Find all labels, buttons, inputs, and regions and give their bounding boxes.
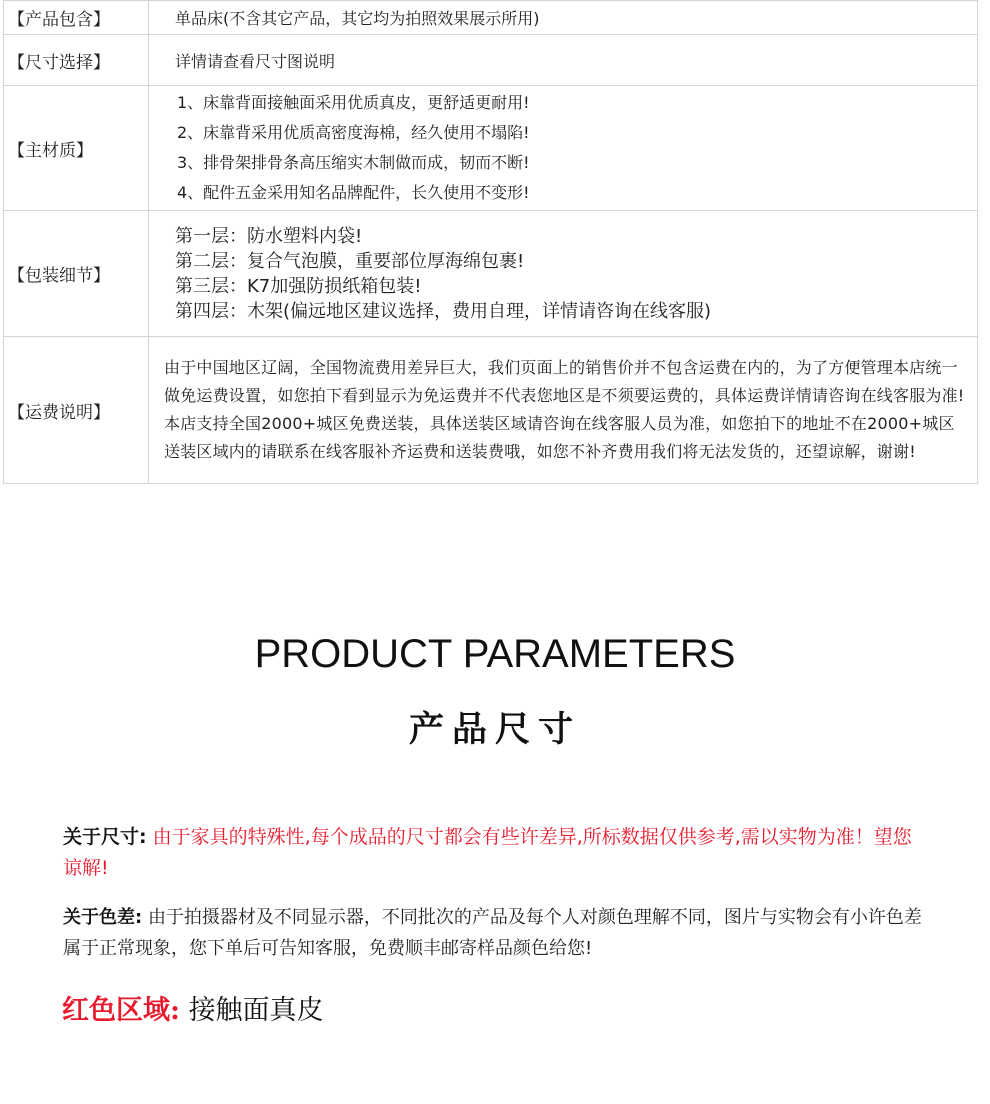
packaging-line: 第四层：木架(偏远地区建议选择，费用自理，详情请咨询在线客服)	[175, 300, 712, 322]
row-label-size-selection: 【尺寸选择】	[4, 35, 149, 86]
row-value-shipping: 由于中国地区辽阔，全国物流费用差异巨大，我们页面上的销售价并不包含运费在内的，为了方便管理本店统一做免运费设置，如您拍下看到显示为免运费并不代表您地区是不须要运费的，具体运费详情请咨询在线客服为准!本店支持全国2000+城区免费送装，具体送装区域请咨询在线客服人员为准，如您拍下的地址不在2000+城区送装区域内的请联系在线客服补齐运费和送装费哦，如您不补齐费用我们将无法发货的，还望谅解，谢谢!	[149, 337, 978, 484]
size-note	[63, 822, 923, 884]
material-line: 3、排骨架排骨条高压缩实木制做而成，韧而不断!	[177, 153, 530, 172]
packaging-line: 第三层：K7加强防损纸箱包装!	[175, 275, 422, 297]
packaging-line: 第二层：复合气泡膜，重要部位厚海绵包裹!	[175, 250, 525, 272]
row-label-product-includes: 【产品包含】	[4, 1, 149, 35]
row-value-packaging	[149, 211, 978, 337]
material-line: 4、配件五金采用知名品牌配件，长久使用不变形!	[177, 183, 530, 202]
row-value-main-material	[149, 86, 978, 211]
material-line: 1、床靠背面接触面采用优质真皮，更舒适更耐用!	[177, 93, 530, 112]
color-note	[63, 902, 923, 964]
color-note-label: 关于色差:	[63, 907, 143, 928]
table-row	[4, 337, 978, 484]
heading-chinese: 产品尺寸	[408, 710, 581, 750]
table-row	[4, 1, 978, 35]
row-label-shipping: 【运费说明】	[4, 337, 149, 484]
row-value-product-includes: 单品床(不含其它产品，其它均为拍照效果展示所用)	[149, 1, 978, 35]
color-note-text: 由于拍摄器材及不同显示器，不同批次的产品及每个人对颜色理解不同，图片与实物会有小许色差属于正常现象，您下单后可告知客服，免费顺丰邮寄样品颜色给您!	[63, 907, 922, 959]
packaging-line: 第一层：防水塑料内袋!	[175, 225, 363, 247]
spec-table	[3, 0, 978, 484]
table-row	[4, 211, 978, 337]
size-note-text: 由于家具的特殊性,每个成品的尺寸都会有些许差异,所标数据仅供参考,需以实物为准！望您谅解!	[63, 826, 912, 879]
heading-english: PRODUCT PARAMETERS	[254, 632, 736, 676]
row-label-packaging: 【包装细节】	[4, 211, 149, 337]
table-row	[4, 86, 978, 211]
size-note-label: 关于尺寸:	[63, 826, 147, 848]
table-row	[4, 35, 978, 86]
material-line: 2、床靠背采用优质高密度海棉，经久使用不塌陷!	[177, 123, 530, 142]
row-label-main-material: 【主材质】	[4, 86, 149, 211]
red-zone-label: 红色区域:	[62, 995, 180, 1026]
red-zone-text: 接触面真皮	[188, 995, 324, 1026]
red-zone-note	[62, 988, 324, 1027]
row-value-size-selection: 详情请查看尺寸图说明	[149, 35, 978, 86]
